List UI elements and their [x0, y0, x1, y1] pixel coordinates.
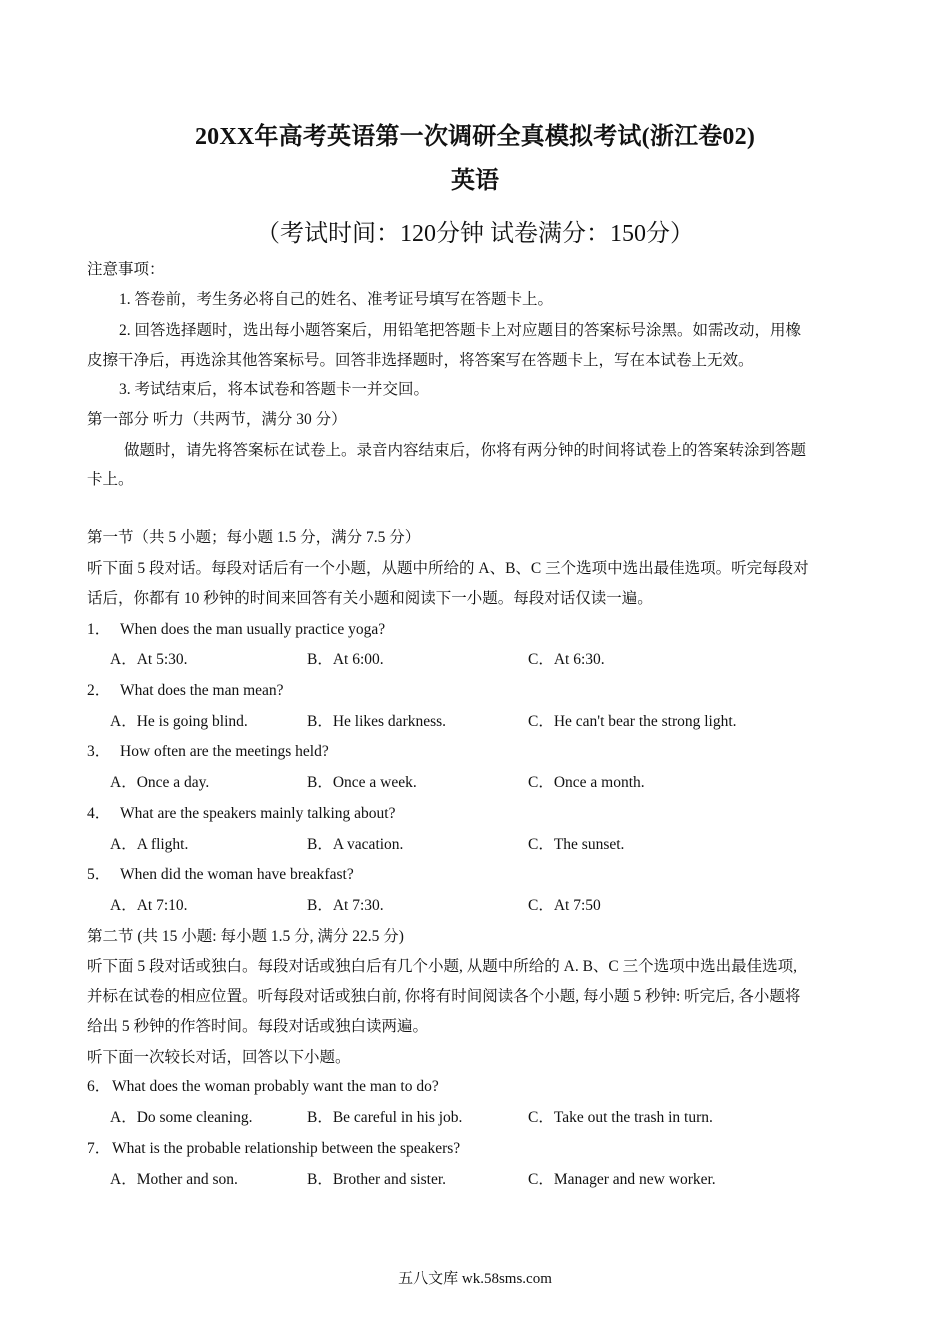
- question-text: How often are the meetings held?: [120, 743, 329, 760]
- option-a: A．At 7:10.: [110, 897, 188, 914]
- option-c: C．At 6:30.: [528, 651, 605, 668]
- part1-instruction-line-2: 卡上。: [87, 471, 134, 488]
- option-b: B．At 7:30.: [307, 897, 384, 914]
- section1-heading: 第一节（共 5 小题；每小题 1.5 分，满分 7.5 分）: [87, 529, 421, 546]
- option-c: C．Once a month.: [528, 774, 645, 791]
- long-dialog-instruction: 听下面一次较长对话，回答以下小题。: [87, 1049, 351, 1066]
- question-text: When does the man usually practice yoga?: [120, 621, 386, 638]
- option-c: C．He can't bear the strong light.: [528, 713, 737, 730]
- option-c: C．At 7:50: [528, 897, 601, 914]
- option-a: A．Do some cleaning.: [110, 1109, 253, 1126]
- option-b: B．At 6:00.: [307, 651, 384, 668]
- section2-instruction-line-3: 给出 5 秒钟的作答时间。每段对话或独白读两遍。: [87, 1018, 429, 1035]
- option-b: B．Once a week.: [307, 774, 417, 791]
- question-text: What does the woman probably want the man to do?: [112, 1078, 439, 1095]
- question-number: 7．: [87, 1140, 111, 1157]
- section1-instruction-line-2: 话后，你都有 10 秒钟的时间来回答有关小题和阅读下一小题。每段对话仅读一遍。: [87, 590, 653, 607]
- option-c: C．The sunset.: [528, 836, 625, 853]
- option-c: C．Manager and new worker.: [528, 1171, 716, 1188]
- question-text: What are the speakers mainly talking about?: [120, 805, 396, 822]
- question-number: 6．: [87, 1078, 111, 1095]
- section2-instruction-line-1: 听下面 5 段对话或独白。每段对话或独白后有几个小题, 从题中所给的 A. B、C 三个选项中选出最佳选项,: [87, 958, 797, 975]
- option-b: B．Brother and sister.: [307, 1171, 447, 1188]
- note-item-3: 3. 考试结束后，将本试卷和答题卡一并交回。: [119, 381, 430, 398]
- section2-heading: 第二节 (共 15 小题: 每小题 1.5 分, 满分 22.5 分): [87, 928, 404, 945]
- subject-title: 英语: [451, 168, 499, 194]
- question-number: 5．: [87, 866, 111, 883]
- option-a: A．Once a day.: [110, 774, 210, 791]
- section2-instruction-line-2: 并标在试卷的相应位置。听每段对话或独白前, 你将有时间阅读各个小题, 每小题 5 秒钟: 听完后, 各小题将: [87, 988, 801, 1005]
- part1-heading: 第一部分 听力（共两节，满分 30 分）: [87, 411, 347, 428]
- question-number: 3．: [87, 743, 111, 760]
- exam-info: （考试时间：120分钟 试卷满分：150分）: [256, 221, 694, 247]
- question-number: 2．: [87, 682, 111, 699]
- question-number: 4．: [87, 805, 111, 822]
- question-text: When did the woman have breakfast?: [120, 866, 354, 883]
- question-text: What is the probable relationship between the speakers?: [112, 1140, 461, 1157]
- option-c: C．Take out the trash in turn.: [528, 1109, 713, 1126]
- note-item-1: 1. 答卷前，考生务必将自己的姓名、准考证号填写在答题卡上。: [119, 291, 554, 308]
- question-number: 1．: [87, 621, 111, 638]
- page-title: 20XX年高考英语第一次调研全真模拟考试(浙江卷02): [194, 124, 756, 150]
- question-text: What does the man mean?: [120, 682, 284, 699]
- part1-instruction-line-1: 做题时，请先将答案标在试卷上。录音内容结束后，你将有两分钟的时间将试卷上的答案转涂到答题: [124, 442, 807, 459]
- option-a: A．At 5:30.: [110, 651, 188, 668]
- section1-instruction-line-1: 听下面 5 段对话。每段对话后有一个小题，从题中所给的 A、B、C 三个选项中选出最佳选项。听完每段对: [87, 560, 809, 577]
- option-a: A．Mother and son.: [110, 1171, 238, 1188]
- option-a: A．A flight.: [110, 836, 189, 853]
- notes-heading: 注意事项：: [87, 261, 165, 278]
- option-b: B．He likes darkness.: [307, 713, 447, 730]
- option-b: B．Be careful in his job.: [307, 1109, 463, 1126]
- footer-watermark: 五八文库 wk.58sms.com: [398, 1271, 552, 1287]
- option-b: B．A vacation.: [307, 836, 404, 853]
- note-item-2-line-2: 皮擦干净后，再选涂其他答案标号。回答非选择题时，将答案写在答题卡上，写在本试卷上无效。: [87, 352, 754, 369]
- option-a: A．He is going blind.: [110, 713, 248, 730]
- note-item-2-line-1: 2. 回答选择题时，选出每小题答案后，用铅笔把答题卡上对应题目的答案标号涂黑。如需改动，用橡: [119, 322, 802, 339]
